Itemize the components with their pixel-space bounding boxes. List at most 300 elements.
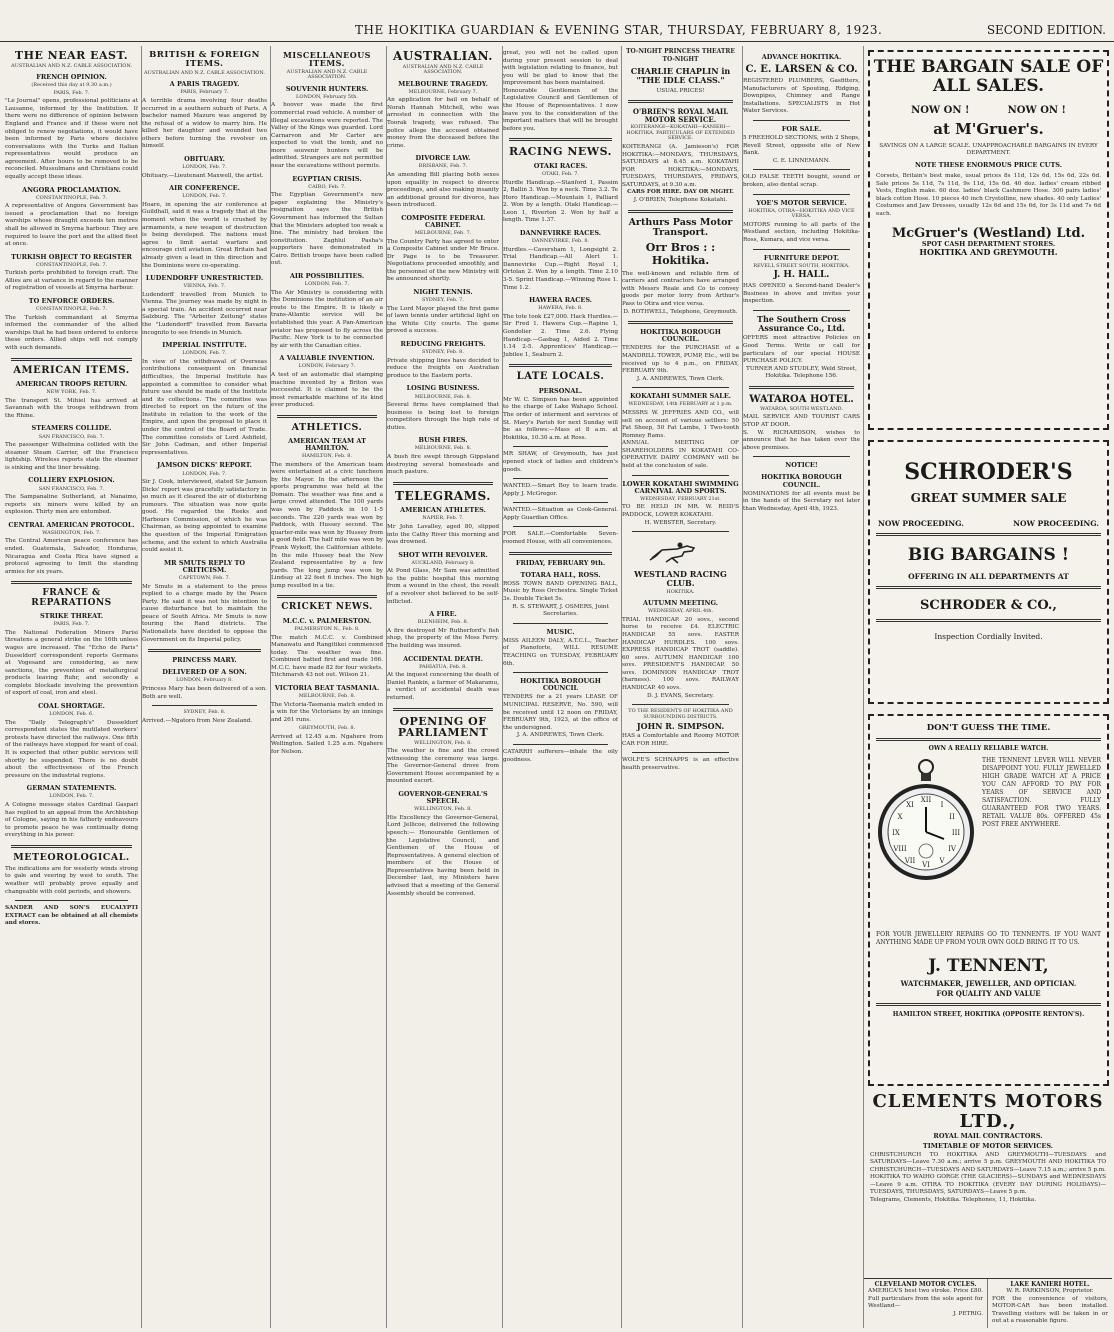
divider	[632, 704, 729, 705]
clements-advertisement	[864, 1092, 1112, 1272]
small-ad: CATARRH sufferers—inhale the oily goodness.	[503, 748, 618, 763]
column-parliament-cont	[502, 46, 618, 1328]
divider	[148, 649, 261, 652]
article-text: Mr Smuts in a statement to the press replied to a charge made by the Peace Party. He said it was not his intention to cause disturbance but to maintain the peace of South Africa. Mr Smuts is now touring the Rand districts. The Nationalists have decided to oppose the Government on its Imperial policy.	[142, 583, 267, 643]
article-text: Obituary.—Lieutenant Maxwell, the artist.	[142, 172, 264, 179]
proceeding-right: NOW PROCEEDING.	[1013, 519, 1099, 529]
divider	[513, 502, 608, 503]
subhead: ADVANCE HOKITIKA.	[761, 53, 842, 61]
subhead: IMPERIAL INSTITUTE.	[162, 341, 247, 350]
dateline: LONDON, Feb. 7.	[182, 164, 227, 171]
subhead: FRENCH OPINION.	[36, 73, 107, 82]
dateline: BLENHEIM, Feb. 8.	[417, 619, 469, 626]
dateline: GREYMOUTH, Feb. 8.	[298, 725, 356, 732]
subhead: FOR SALE.	[781, 125, 822, 134]
divider	[393, 708, 493, 711]
article-text: great, you will not be called upon during your present session to deal with legislation relating to finance, but you will be glad to know that the improvement has been maintained.	[503, 50, 618, 87]
dateline: MELBOURNE, February 7.	[408, 88, 478, 95]
article-text: Arrived at 12.45 a.m. Ngahere from Wellington. Sailed 1.25 a.m. Ngahere for Nelson.	[271, 733, 383, 755]
dateline: HAWERA, Feb. 8.	[538, 305, 583, 312]
notice-heading: TO THE RESIDENTS OF HOKITIKA AND SURROUNDING DISTRICTS.	[628, 708, 733, 720]
subhead: AIR CONFERENCE.	[169, 184, 240, 193]
column-display-ads	[863, 46, 1112, 1328]
subhead: NOTICE!	[785, 461, 818, 470]
dateline: PARIS, Feb. 7.	[53, 89, 90, 96]
article-text: Private shipping lines have decided to reduce the freights on Australian produce to the Eastern ports.	[387, 357, 499, 379]
svg-text:V: V	[939, 856, 945, 865]
heading-miscellaneous: MISCELLANEOUS ITEMS.	[283, 50, 371, 69]
dateline: NAPIER, Feb. 7.	[422, 515, 464, 522]
subhead: DELIVERED OF A SON.	[162, 668, 247, 677]
subhead: AUTUMN MEETING.	[642, 599, 719, 608]
small-ad: MESSRS W. JEFFRIES AND CO., will sell on account of various settlers: 50 Fat Sheep, 50 Fat Lambs, 1 Two-tooth Romney Rams.	[622, 409, 739, 439]
tennent-name: J. TENNENT,	[928, 955, 1049, 976]
price-list: Corsets, Britain's best make, usual prices 8s 11d, 12s 6d, 15s 6d, 22s 6d. Sale prices 5s 11d, 7s 11d, 9s 11d, 15s 6d. 40 doz. ladies' cream ribbed Vests, English make. 60 doz. ladies' black Cashmere Hose. 300 pairs ladies' black cotton Hose. 10 pieces 40 inch Crystolline, new shades. 40 only Ladies' Costumes and Jaw Dresses, usually 12s 6d and 15s 6d, for 3s 11d and 7s 6d each.	[876, 173, 1101, 218]
divider	[632, 387, 729, 388]
article-text: A representative of Angora Government has issued a proclamation that no foreign warships whose draught exceeds ten metres shall be allowed in Smyrna harbour. They are required to leave the port and the allied fleet at once.	[5, 203, 138, 248]
heading-australian: AUSTRALIAN.	[393, 49, 493, 63]
heading-racing-news: RACING NEWS.	[508, 145, 613, 159]
article-text: The Lord Mayor played the first game of lawn tennis under artificial light on the White City courts. The game proved a success.	[387, 305, 499, 335]
dateline: MELBOURNE, Feb. 8.	[298, 693, 356, 700]
column-british-foreign	[141, 46, 267, 1328]
subhead: PRINCESS MARY.	[172, 656, 237, 665]
jewellery-repairs-text: FOR YOUR JEWELLERY REPAIRS GO TO TENNENTS. IF YOU WANT ANYTHING MADE UP FROM YOUR OWN GOLD BRING IT TO US.	[876, 930, 1101, 946]
column-advertisements-2	[742, 46, 860, 1328]
proceeding-row	[870, 519, 1107, 528]
article-text: The match M.C.C. v. Combined Manawatu and Rangitikei commenced today. The weather was fine. Combined batted first and made 166. M.C.C. have made 82 for four wickets. Titchmarsh 43 not out. Wilson 21.	[271, 634, 383, 679]
heading-athletics: ATHLETICS.	[291, 421, 363, 433]
column-miscellaneous	[270, 46, 383, 1328]
dateline: WEDNESDAY, APRIL 4th.	[647, 608, 714, 615]
article-text: A fire destroyed Mr Rutherford's fish shop, the property of the Moss Ferry. The building was insured.	[387, 627, 499, 650]
divider	[753, 194, 850, 195]
proceeding-left: NOW PROCEEDING.	[878, 519, 964, 529]
small-ad: MOTORS running to all parts of the Westland section, including Hokitika-Ross, Kumara, and vice versa.	[743, 221, 860, 243]
dateline: LONDON, February 7.	[298, 363, 356, 370]
article-text: Mr John Lavalley, aged 80, slipped into the Cathy River this morning and was drowned.	[387, 523, 499, 546]
subhead: STEAMERS COLLIDE.	[31, 424, 112, 433]
obriens-subheading: KOITERANGI—KOKATAHI—KANIERI—HOKITIKA. PARTICULARS OF EXTENDED SERVICE.	[626, 124, 735, 142]
racing-club-heading: WESTLAND RACING CLUB.	[634, 569, 727, 588]
lake-kanieri-ad	[988, 1279, 1112, 1328]
subhead: TOTARA HALL, ROSS.	[520, 570, 601, 579]
heading-france-reparations: FRANCE & REPARATIONS	[31, 588, 112, 608]
mcgruer-company: McGruer's (Westland) Ltd.	[891, 225, 1086, 241]
divider	[509, 552, 612, 555]
notice-heading: HOKITIKA, OTIRA—HOKITIKA AND VICE VERSA.	[748, 207, 855, 220]
small-ad: TENDERS for a 21 years LEASE OF MUNICIPAL RESERVE, No. 590, will be received until 12 noon on FRIDAY, FEBRUARY 9th, 1923, at the office of the undersigned.	[503, 694, 618, 731]
cleveland-heading: CLEVELAND MOTOR CYCLES.	[874, 1281, 977, 1288]
dateline: LONDON, Feb. 7.	[182, 470, 227, 477]
proprietor-line: W. R. PARKINSON, Proprietor.	[1006, 1288, 1094, 1294]
small-ad: WANTED.—Situation as Cook-General. Apply Guardian Office.	[503, 507, 618, 521]
wataroa-heading: WATAROA HOTEL.	[749, 393, 854, 405]
dateline: SYDNEY, Feb. 7.	[422, 297, 464, 304]
small-ad: HAS a Comfortable and Roomy MOTOR CAR FOR HIRE.	[622, 732, 739, 747]
subhead: LUDENDORFF UNRESTRICTED.	[145, 274, 264, 283]
subhead: MR SMUTS REPLY TO CRITICISM.	[163, 558, 245, 574]
heading-telegrams: TELEGRAMS.	[395, 488, 491, 503]
article-text: A hoover was made the first commercial road vehicle. A number of illegal excavations were reported. The Valley of the Kings was guarded. Lord Carnarvon and Mr Carter are expected to visit the tomb, and no more souvenir hunters will be admitted. Strangers are not permitted near the excavations without permits.	[271, 102, 383, 170]
svg-text:VII: VII	[904, 856, 916, 865]
lake-kanieri-text: FOR the convenience of visitors, MOTOR-CAR has been installed. Travelling visitors will be taken in or out at a reasonable figure.	[992, 1295, 1108, 1325]
mcgruers-line: at M'Gruer's.	[933, 120, 1044, 139]
small-ad: WOLFE'S SCHNAPPS is an effective health preservative.	[622, 757, 739, 771]
divider	[753, 456, 850, 457]
subhead: VICTORIA BEAT TASMANIA.	[274, 683, 380, 692]
subhead: SOUVENIR HUNTERS.	[285, 84, 369, 93]
dateline: MELBOURNE, Feb. 8.	[414, 445, 472, 452]
divider	[509, 364, 612, 367]
divider	[753, 169, 850, 170]
subhead: ANGORA PROCLAMATION.	[22, 185, 121, 194]
article-text: Arrived.—Ngatoro from New Zealand.	[142, 717, 253, 724]
article-text: At Pond Glass, Mr Sam was admitted to the public hospital this morning from a wound in the chest, the result of a revolver shot believed to be self-inflicted.	[387, 568, 499, 605]
svg-text:VI: VI	[922, 860, 930, 869]
received-line: (Received this day at 9.30 a.m.)	[31, 82, 112, 89]
subhead: COMPOSITE FEDERAL CABINET.	[401, 213, 485, 229]
subhead: MELBOURNE TRAGEDY.	[398, 79, 488, 88]
dateline: CAIRO, Feb. 7.	[308, 183, 346, 190]
theatre-feature: CHARLIE CHAPLIN in "THE IDLE CLASS."	[630, 65, 731, 85]
svg-text:IV: IV	[948, 844, 956, 853]
divider	[632, 752, 729, 753]
column-australian	[386, 46, 499, 1328]
subhead: DANNEVIRKE RACES.	[519, 229, 602, 238]
subhead: AMERICAN TEAM AT HAMILTON.	[288, 436, 366, 452]
now-on-line: NOW ON ! NOW ON !	[911, 105, 1066, 117]
price-cuts-heading: NOTE THESE ENORMOUS PRICE CUTS.	[914, 161, 1063, 170]
subhead: AMERICAN ATHLETES.	[400, 506, 486, 515]
cable-association-line: AUSTRALIAN AND N.Z. CABLE ASSOCIATION.	[286, 68, 368, 81]
divider	[513, 672, 608, 673]
mail-contractors-line: ROYAL MAIL CONTRACTORS.	[933, 1131, 1043, 1140]
summer-sale-heading: GREAT SUMMER SALE	[910, 491, 1067, 506]
article-text: Turkish ports prohibited to foreign craft. The Allies are at variance in regard to the manner of registration of vessels at Smyrna harbour.	[5, 270, 138, 292]
hall-heading: J. H. HALL.	[773, 270, 830, 281]
divider	[513, 744, 608, 745]
obriens-heading: O'BRIEN'S ROYAL MAIL MOTOR SERVICE.	[632, 107, 729, 124]
article-text: Hurdle Handicap.—Stanford 1, Passim 2, Ballin 3. Won by a neck. Time 3.2. Te Horo Handicap.—Mountain 1, Palliard 2. Won by a length. Otaki Handicap.—Leon 1, Riverton 2. Won by half a length. Time 1.37.	[503, 179, 618, 224]
dateline: WEDNESDAY, FEBRUARY 21st.	[640, 495, 721, 502]
mcgruer-advertisement	[868, 50, 1109, 430]
small-ad: WANTED.—Smart Boy to learn trade. Apply J. McGregor.	[503, 483, 618, 497]
small-ad: REGISTERED PLUMBERS, Gasfitters, Manufacturers of Spouting, Ridging, Downpipes, Chimney and Range Installations. SPECIALISTS in Hot Water Services.	[743, 78, 860, 115]
tennent-advertisement	[868, 714, 1109, 1086]
racing-club-town: HOKITIKA.	[666, 588, 695, 595]
article-text: The transport St. Mihiel has arrived at Savannah with the troops withdrawn from the Rhine.	[5, 397, 138, 419]
article-text: An amending Bill placing both sexes upon equality in respect to divorce proceedings, and also making insanity an additional ground for divorce, has been introduced.	[387, 171, 499, 209]
spot-cash-line: SPOT CASH DEPARTMENT STORES.	[921, 239, 1056, 248]
signature: J. A. ANDREWES, Town Clerk.	[636, 375, 725, 382]
small-ad: S. W. RICHARDSON, wishes to announce that he has taken over the above premises.	[743, 429, 860, 451]
divider	[628, 100, 733, 103]
heading-cricket-news: CRICKET NEWS.	[281, 602, 373, 613]
article-text: Several firms have complained that business is being lost to foreign competitors through the high rate of duties.	[387, 402, 499, 431]
timetable-text: CHRISTCHURCH TO HOKITIKA AND GREYMOUTH—TUESDAYS and SATURDAYS—Leave 7.30 a.m.; arrive 5 p.m. GREYMOUTH AND HOKITIKA TO CHRISTCHURCH—TUESDAYS AND SATURDAYS—Leave 7.15 a.m.; arrive 5 p.m. HOKITIKA TO WAIHO GORGE (THE GLACIERS)—SUNDAYS and WEDNESDAYS—Leave 9 a.m. OTIRA TO HOKITIKA (EVERY DAY DURING HOLIDAYS)—TUESDAYS, THURSDAYS, SATURDAYS—Leave 5 p.m.	[870, 1151, 1106, 1196]
article-text: Ludendorff travelled from Munich to Vienna. The journey was made by night in a special train. An accident occurred near Salzburg. The "Arbeiter Zeitung" states the "Ludendorff" travelled from Bavaria incognito to see friends in Munich.	[142, 291, 267, 336]
column-advertisements-1	[621, 46, 739, 1328]
bargain-sale-heading: THE BARGAIN SALE OF ALL SALES.	[873, 57, 1104, 96]
article-text: A terrible drama involving four deaths occurred in a southern suburb of Paris. A bachelor named Mazure was angered by the refusal of a widow to marry him. He killed her daughter and wounded two others before turning the revolver on himself.	[142, 97, 267, 150]
subhead: JAMSON DICKS' REPORT.	[157, 461, 252, 470]
article-text: His Excellency the Governor-General, Lord Jellicoe, delivered the following speech:— Honourable Gentlemen of the Legislative Council, and Gentlemen of the House of Representatives. A general election of members of the House of Representatives having been held in December last, my Ministers have advised that a meeting of the General Assembly should be convened.	[387, 814, 499, 897]
divider	[11, 581, 132, 584]
signature: C. E. LINNEMANN.	[773, 157, 830, 164]
schroder-co: SCHRODER & CO.,	[920, 598, 1057, 614]
divider	[393, 482, 493, 485]
schroders-heading: SCHRODER'S	[904, 459, 1073, 485]
article-text: An application for bail on behalf of Norah Hannah Mitchell, who was arrested in connection with the Toorak tragedy, was refused. The police allege the accused obtained money from the deceased before the crime.	[387, 97, 499, 149]
divider	[152, 705, 257, 706]
divider	[876, 1003, 1101, 1006]
svg-text:III: III	[951, 828, 961, 837]
subhead: GOVERNOR-GENERAL'S SPEECH.	[398, 790, 488, 806]
article-text: The Victoria-Tasmania match ended in a win for the Victorians by an innings and 261 runs.	[271, 701, 383, 723]
article-text: Mr W. C. Simpson has been appointed to the charge of Lake Wahapo School. The order of interment and services of St. Mary's Parish for next Sunday will be as follows:—Mass at 8 a.m. at Hokitika, 10.30 a.m. at Ross.	[503, 396, 618, 441]
arthurs-pass-text: The well-known and reliable firm of carriers and contractors have arranged with Messrs Reale and Co to convey goods per motor lorry from Arthur's Pass to Otira and vice versa.	[622, 270, 739, 307]
subhead: A FIRE.	[429, 610, 457, 619]
dont-guess-heading: DON'T GUESS THE TIME.	[926, 723, 1051, 733]
heading-meteorological: METEOROLOGICAL.	[13, 851, 130, 863]
dateline: LONDON, Feb. 7.	[49, 793, 94, 800]
article-text: The "Daily Telegraph's" Dusseldorf correspondent states the mutilated workers' protests have directed the railways. One fifth of the railways have stopped for want of coal. It is expected that other public services will shortly be suspended. There is no doubt about the effectiveness of the French pressure on the industrial regions.	[5, 719, 138, 779]
bottom-ads-row	[864, 1278, 1112, 1328]
divider	[628, 210, 733, 213]
dateline: OTAKI, Feb. 7.	[542, 171, 579, 178]
dateline: CAPETOWN, Feb. 7.	[178, 575, 231, 582]
assurance-heading: The Southern Cross Assurance Co., Ltd.	[757, 313, 846, 333]
dateline: SAN FRANCISCO, Feb. 7.	[38, 485, 105, 492]
subhead: AIR POSSIBILITIES.	[289, 272, 365, 281]
article-text: A test of an automatic dial stamping machine invented by a Briton was successful. It is claimed to be the most remarkable machine of its kind ever produced.	[271, 371, 383, 409]
subhead: OBITUARY.	[184, 155, 225, 164]
small-ad: OLD FALSE TEETH bought, sound or broken, also dental scrap.	[743, 174, 860, 189]
dateline: MELBOURNE, Feb. 7.	[414, 230, 472, 237]
signature: D. J. EVANS, Secretary.	[647, 692, 714, 699]
watchmaker-line: WATCHMAKER, JEWELLER, AND OPTICIAN.	[900, 978, 1077, 988]
subhead: OTAKI RACES.	[533, 161, 588, 170]
article-text: Sir J. Cook, interviewed, stated Sir Jamson Dicks' report was gracefully satisfactory in so much as it cleared the air of disturbing rumours. The situation was now quite good. He regarded the Reeks and Harbours Commission, of which he was Chairman, as being appointed to examine the question of the Imperial Emigration scheme, and the extent to which Australia could assist it.	[142, 479, 267, 554]
notice-heading: REVELL STREET SOUTH, HOKITIKA.	[753, 262, 850, 269]
divider	[513, 478, 608, 479]
small-ad: MISS AILEEN DALY, A.T.C.L., Teacher of Pianoforte, WILL RESUME TEACHING on TUESDAY, FEBRUARY 6th.	[503, 637, 618, 667]
divider	[632, 475, 729, 476]
obriens-hire: CARS FOR HIRE. DAY OR NIGHT.	[627, 189, 734, 196]
arthurs-pass-heading: Arthurs Pass Motor Transport.	[628, 216, 733, 239]
divider	[632, 531, 729, 532]
dateline: LONDON, Feb. 7.	[304, 281, 350, 288]
cable-association-line: AUSTRALIAN AND N.Z. CABLE ASSOCIATION.	[402, 63, 484, 76]
subhead: ACCIDENTAL DEATH.	[403, 654, 483, 663]
divider	[277, 595, 377, 598]
clements-contact: Telegrams, Clements, Hokitika. Telephones, 11, Hokitika.	[870, 1197, 1037, 1204]
divider	[509, 138, 612, 141]
cable-association-line: AUSTRALIAN AND N.Z. CABLE ASSOCIATION.	[144, 69, 265, 76]
divider	[513, 623, 608, 624]
article-text: A bush fire swept through Gippsland destroying several homesteads and much pasture.	[387, 453, 499, 476]
divider	[277, 415, 377, 418]
subhead: A VALUABLE INVENTION.	[279, 354, 375, 363]
article-text: A Cologne message states Cardinal Gaspari has replied to an appeal from the Archbishop of Cologne, saying in his fatherly endeavours to promote peace he was continually doing everything in his power.	[5, 801, 138, 839]
article-text: The Central American peace conference has ended. Guatemala, Salvador, Honduras, Nicaragua and Costa Rica have signed a protocol agreeing to limit the standing armies for six years.	[5, 538, 138, 575]
cleveland-ad	[864, 1279, 988, 1328]
subhead: CENTRAL AMERICAN PROTOCOL.	[8, 520, 135, 529]
small-ad: TENDERS for the PURCHASE of a MANDRILL TOWER, PUMP, Etc., will be received up to 4 p.m., on FRIDAY, FEBRUARY 9th.	[622, 345, 739, 375]
inspection-line: Inspection Cordially Invited.	[934, 631, 1043, 641]
divider	[11, 845, 132, 848]
dateline: LONDON, February 5th.	[296, 93, 358, 100]
subhead: EGYPTIAN CRISIS.	[292, 174, 362, 183]
subhead: BUSH FIRES.	[418, 436, 468, 445]
small-ad: ANNUAL MEETING OF SHAREHOLDERS IN KOKATAHI CO-OPERATIVE DAIRY COMPANY will be held at the conclusion of sale.	[622, 440, 739, 469]
masthead-title: THE HOKITIKA GUARDIAN & EVENING STAR, THURSDAY, FEBRUARY 8, 1923.	[355, 23, 883, 37]
big-bargains-heading: BIG BARGAINS !	[907, 545, 1070, 566]
dateline: PALMERSTON N., Feb. 8.	[294, 626, 360, 632]
dateline: WELLINGTON, Feb. 8.	[414, 739, 472, 746]
divider	[753, 120, 850, 121]
dateline: WASHINGTON, Feb. 7.	[42, 529, 101, 536]
small-ad: NOMINATIONS for all events must be in the hands of the Secretary not later than Wednesday, April 4th, 1923.	[743, 490, 860, 512]
small-ad: OFFERS most attractive Policies on Good Terms. Write or call for particulars of our special HOUSE PURCHASE POLICY.	[743, 335, 860, 365]
divider	[753, 249, 850, 250]
quality-value-line: FOR QUALITY AND VALUE	[936, 989, 1041, 999]
article-text: The Egyptian Government's new paper explaining the Ministry's resignation says the British Government has informed the Sultan that the Ministers adopted too weak a line. The ministry had broken the constitution. Zaghlul Pasha's supporters have demonstrated in Cairo. British troops have been called out.	[271, 192, 383, 267]
dateline: CONSTANTINOPLE, Feb. 7.	[35, 261, 108, 268]
dateline: CONSTANTINOPLE, Feb. 7.	[35, 194, 108, 201]
signature: J. A. ANDREWES, Town Clerk.	[516, 732, 605, 739]
subhead: FURNITURE DEPOT.	[763, 253, 840, 262]
subhead: STRIKE THREAT.	[39, 612, 104, 621]
subhead: M.C.C. v. PALMERSTON.	[282, 616, 372, 625]
svg-text:XII: XII	[920, 795, 932, 804]
article-text: The tote took £27,000. Hack Hurdles.—Sir Fred 1. Hawera Cup.—Rapine 1, Gondolier 2. Time 2.6. Flying Handicap.—Gasbag 1, Aided 2. Time 1.14 2-5. Apprentices' Handicap.—Jubilee 1, Seaburn 2.	[503, 313, 618, 358]
article-text: The weather is fine and the crowd witnessing the ceremony was large. The Governor-General drove from Government House accompanied by a mounted escort.	[387, 748, 499, 785]
dateline: MELBOURNE, Feb. 8.	[414, 393, 472, 400]
tennent-address: HAMILTON STREET, HOKITIKA (OPPOSITE RENTON'S).	[892, 1010, 1085, 1018]
advertisement-eucalypti: SANDER AND SON'S EUCALYPTI EXTRACT can be obtained at all chemists and stores.	[5, 905, 138, 927]
subhead: MUSIC.	[546, 627, 575, 636]
divider	[628, 321, 733, 324]
small-ad: ROSS TOWN BAND OPENING BALL, Music by Ross Orchestra. Single Ticket 3s. Double Ticket 5s.	[503, 580, 618, 602]
article-text: At the inquest concerning the death of Daniel Rankin, a farmer of Makaramu, a verdict of accidental death was returned.	[387, 672, 499, 701]
svg-text:XI: XI	[906, 800, 914, 809]
clements-heading: CLEMENTS MOTORS LTD.,	[872, 1092, 1104, 1132]
article-text: "Le Journal" opens, professional politicians at Lausanne, informed by the Institution. If there were no difference of opinion between England and France and if these were not obliged to renew negotiations, it would have been informed by Paris where decisive conversations with the Turks and Italian representatives would produce an agreement. After hours to be removed to be reconciled. Mussulmans and Christians could equally accept these ideas.	[5, 98, 138, 180]
heading-american-items: AMERICAN ITEMS.	[13, 364, 130, 376]
dateline: SYDNEY, Feb. 8.	[183, 709, 226, 716]
divider	[11, 358, 132, 361]
dateline: SYDNEY, Feb. 8.	[422, 349, 464, 356]
racehorse-illustration	[622, 536, 739, 566]
subhead: NIGHT TENNIS.	[413, 288, 473, 297]
subhead: KOKATAHI SUMMER SALE.	[629, 392, 732, 401]
hokitika-greymouth-line: HOKITIKA AND GREYMOUTH.	[919, 247, 1058, 258]
article-text: Princess Mary has been delivered of a son. Both are well.	[142, 685, 267, 700]
obriens-timetable: KOITERANGI (A. Jamieson's) FOR HOKITIKA:—MONDAYS, THURSDAYS, SATURDAYS at 8.45 a.m. KOKATAHI FOR HOKITIKA:—MONDAYS, TUESDAYS, THURSDAYS, FRIDAYS, SATURDAYS, at 9.30 a.m.	[622, 143, 739, 188]
signature: TURNER AND STUDLEY, Weld Street, Hokitika. Telephone 156.	[746, 365, 857, 380]
heading-late-locals: LATE LOCALS.	[516, 371, 605, 383]
watch-row	[870, 753, 1107, 931]
dateline: LONDON, Feb. 6.	[49, 711, 94, 718]
article-text: The passenger Wilhelmina collided with the steamer Steam Carrier, off the Francisco lightship. Wireless reports state the steamer is sinking and the liner breaking.	[5, 442, 138, 471]
article-text: Hoare, in opening the air conference at Guildhall, said it was a tragedy that at the moment when the world is crushed by armaments, a new weapon of destruction is being developed. The nations must agree to limit aerial warfare and encourage civil aviation. Great Britain had already given a lead in this direction and the Dominions were co-operating.	[142, 201, 267, 269]
reliable-watch-line: OWN A REALLY RELIABLE WATCH.	[928, 745, 1049, 753]
cable-association-line: AUSTRALIAN AND N.Z. CABLE ASSOCIATION.	[11, 62, 132, 69]
dateline: LONDON, Feb. 7.	[182, 350, 227, 357]
article-text: Honourable Gentlemen of the Legislative Council and Gentlemen of the House of Representatives. I now leave you to the consideration of the important matters that will be brought before you.	[503, 87, 618, 132]
subhead: A PARIS TRAGEDY.	[169, 80, 240, 89]
heading-opening-parliament: OPENING OF PARLIAMENT	[397, 714, 489, 740]
masthead	[0, 20, 1114, 42]
heading-british-foreign: BRITISH & FOREIGN ITEMS.	[149, 50, 260, 69]
subhead: YOE'S MOTOR SERVICE.	[756, 198, 847, 207]
tennent-lever-text: THE TENNENT LEVER WILL NEVER DISAPPOINT YOU. FULLY JEWELLED HIGH GRADE WATCH AT A PRICE YOU CAN AFFORD TO PAY FOR YEARS OF SERVICE AND SATISFACTION. FULLY GUARANTEED FOR TWO YEARS. RETAIL VALUE 80s. OFFERED 45s POST FREE ANYWHERE.	[982, 756, 1101, 828]
simpson-heading: JOHN R. SIMPSON.	[636, 721, 725, 732]
signature: R. S. STEWART, J. OSMERS, Joint Secretaries.	[512, 603, 609, 618]
article-text: In view of the withdrawal of Overseas contributions consequent on financial difficulties, the Imperial Institute has appointed a committee to consider what future use should be made of the Institute and its collections. The committee was directed to report on the future of the Institute in relation to the work of the Empire, and upon the proposal to place it under the control of the Board of Trade. The committee consists of Lord Ashfield, Sir John Cadman, and other Imperial representatives.	[142, 358, 267, 456]
dateline: HAMILTON, Feb. 8.	[302, 453, 352, 460]
cleveland-text: AMERICA'S best two stroke. Price £80. Full particulars from the sole agent for Westland—	[868, 1288, 983, 1310]
article-text: The Turkish commandant at Smyrna informed the commander of the allied warships that he had been ordered to enforce these orders. Allied ships will not comply with such demands.	[5, 314, 138, 351]
larsen-heading: C. E. LARSEN & CO.	[745, 64, 858, 76]
subhead: DIVORCE LAW.	[415, 154, 471, 163]
subhead: HOKITIKA BOROUGH COUNCIL.	[640, 328, 721, 344]
subhead: HOKITIKA BOROUGH COUNCIL	[520, 677, 601, 693]
signature: J. PETRIG.	[953, 1310, 983, 1317]
dateline: LONDON, Feb. 7.	[182, 193, 227, 200]
dateline: WEDNESDAY, 14th FEBRUARY at 1 p.m.	[628, 401, 733, 408]
timetable-heading: TIMETABLE OF MOTOR SERVICES.	[922, 1141, 1054, 1150]
subhead: FRIDAY, FEBRUARY 9th.	[515, 558, 606, 567]
subhead: COAL SHORTAGE.	[38, 702, 105, 711]
savings-text: SAVINGS ON A LARGE SCALE. UNAPPROACHABLE BARGAINS IN EVERY DEPARTMENT.	[879, 142, 1098, 157]
dateline: AUCKLAND, February 8.	[411, 559, 475, 566]
edition-label: SECOND EDITION.	[986, 23, 1106, 37]
article-text: The National Federation Miners Parisi threatens a general strike on the 16th unless wages are increased. The "Echo de Paris" Dusseldorf correspondent reports Germans at Vogesand are considering, as new sanctions, the prevention of metallurgical products leaving Ruhr, and secondly a complete blockade involving the prevention of export of coal, iron and steel.	[5, 629, 138, 697]
subhead: LOWER KOKATAHI SWIMMING CARNIVAL AND SPORTS.	[622, 479, 739, 495]
article-text: Hurdles.—Caversham 1, Longsight 2. Trial Handicap.—All Alert 1. Dannevirke Cup.—Right Royal 1, Ortolan 2. Won by a length. Time 2.10 3-5. Sprint Handicap.—Winning Rose 1. Time 1.2.	[503, 246, 618, 291]
lake-kanieri-heading: LAKE KANIERI HOTEL.	[1010, 1281, 1090, 1288]
divider	[753, 310, 850, 311]
subhead: HAWERA RACES.	[528, 296, 593, 305]
subhead: AMERICAN TROOPS RETURN.	[15, 380, 128, 389]
subhead: COLLIERY EXPLOSION.	[28, 476, 115, 485]
notice-heading: WATAROA, SOUTH WESTLAND.	[760, 405, 843, 412]
divider	[15, 900, 128, 901]
small-ad: TO BE HELD IN MR. W. REID'S PADDOCK, LOWER KOKATAHI.	[622, 504, 739, 518]
divider	[876, 738, 1101, 741]
theatre-prices: USUAL PRICES!	[656, 87, 705, 94]
article-text: The indications are for westerly winds strong to gale and veering by west to south. The weather will probably prove squally and changeable with cold periods, and showers.	[5, 865, 138, 895]
dateline: PARIS, Feb. 7.	[53, 621, 90, 628]
subhead: GERMAN STATEMENTS.	[26, 784, 117, 793]
dateline: LONDON, February 8.	[176, 677, 233, 684]
dateline: BRISBANE, Feb. 7.	[418, 163, 468, 170]
subhead: LOSING BUSINESS.	[406, 384, 480, 393]
small-ad: MAIL SERVICE AND TOURIST CARS STOP AT DOOR.	[743, 414, 860, 428]
offering-line: OFFERING IN ALL DEPARTMENTS AT	[908, 572, 1069, 582]
article-text: The Sampanaline Sutherland, at Nanaimo, reports six miners were killed by an explosion. Thirty men are entombed.	[5, 494, 138, 516]
dateline: NEW YORK, Feb. 7.	[46, 389, 97, 396]
subhead: SHOT WITH REVOLVER.	[398, 550, 488, 559]
column-near-east	[5, 46, 138, 1328]
subhead: TO ENFORCE ORDERS.	[28, 297, 115, 306]
svg-text:VIII: VIII	[893, 844, 907, 853]
svg-text:II: II	[949, 812, 955, 821]
small-ad: MR SHAW, of Greymouth, has just opened stock of ladies and children's goods.	[503, 451, 618, 473]
